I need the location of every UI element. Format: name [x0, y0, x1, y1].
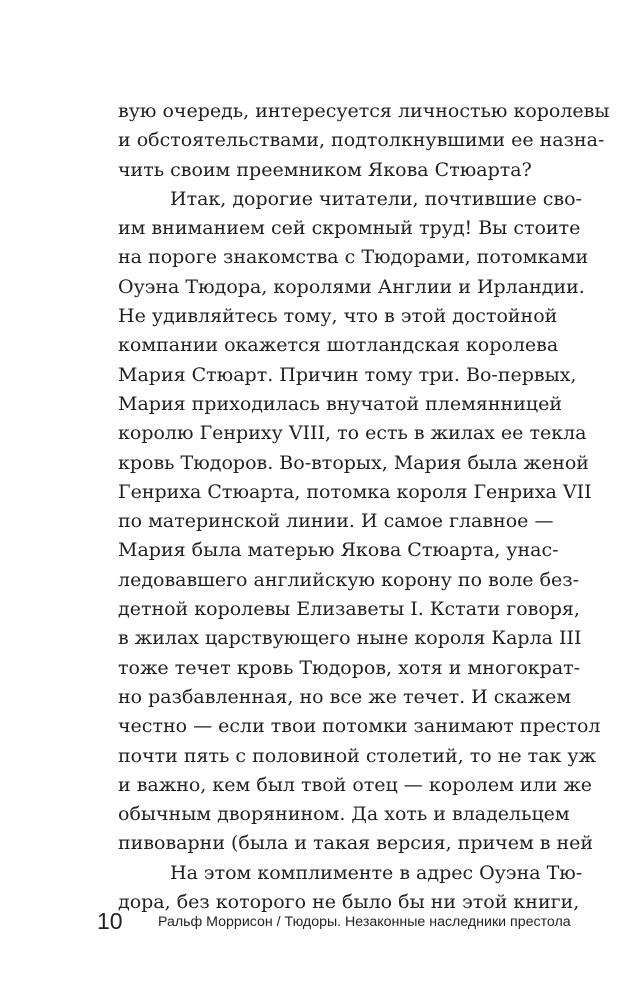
- text-line: честно — если твои потомки занимают престол: [118, 715, 601, 738]
- text-line: Мария приходилась внучатой племянницей: [118, 392, 563, 415]
- text-line: Оуэна Тюдора, королями Англии и Ирландии.: [118, 275, 585, 298]
- text-line: Генриха Стюарта, потомка короля Генриха VII: [118, 480, 592, 503]
- text-line: обычным дворянином. Да хоть и владельцем: [118, 803, 570, 826]
- text-line: но разбавленная, но все же течет. И скажем: [118, 685, 572, 708]
- paragraph: [118, 97, 610, 185]
- running-title: Ральф Моррисон / Тюдоры. Незаконные наследники престола: [158, 914, 571, 930]
- text-line: На этом комплименте в адрес Оуэна Тю-: [170, 861, 583, 884]
- text-line: Мария была матерью Якова Стюарта, унас-: [118, 539, 559, 562]
- text-line: Не удивляйтесь тому, что в этой достойной: [118, 305, 558, 328]
- text-line: тоже течет кровь Тюдоров, хотя и многократ-: [118, 656, 581, 679]
- text-line: Итак, дорогие читатели, почтившие сво-: [170, 187, 582, 210]
- text-line: дора, без которого не было бы ни этой книги,: [118, 891, 580, 914]
- text-line: в жилах царствующего ныне короля Карла III: [118, 627, 582, 650]
- text-line: по материнской линии. И самое главное —: [118, 510, 554, 533]
- paragraph: [118, 185, 601, 859]
- page-number: 10: [97, 908, 123, 934]
- text-line: Мария Стюарт. Причин тому три. Во-первых,: [118, 363, 577, 386]
- text-line: и обстоятельствами, подтолкнувшими ее назна-: [118, 129, 605, 152]
- text-line: им вниманием сей скромный труд! Вы стоите: [118, 217, 581, 240]
- text-line: чить своим преемником Якова Стюарта?: [118, 158, 532, 181]
- text-line: ледовавшего английскую корону по воле без-: [118, 568, 580, 591]
- body-text: [118, 97, 610, 917]
- page-footer: [0, 906, 644, 936]
- text-line: на пороге знакомства с Тюдорами, потомками: [118, 246, 589, 269]
- text-line: вую очередь, интересуется личностью королевы: [118, 100, 610, 122]
- text-line: королю Генриху VIII, то есть в жилах ее текла: [118, 422, 587, 445]
- text-line: кровь Тюдоров. Во-вторых, Мария была женой: [118, 451, 589, 474]
- text-line: и важно, кем был твой отец — королем или же: [118, 773, 593, 796]
- text-line: детной королевы Елизаветы I. Кстати говоря,: [118, 598, 580, 621]
- text-line: почти пять с половиной столетий, то не так уж: [118, 744, 597, 767]
- text-line: пивоварни (была и такая версия, причем в ней: [118, 832, 594, 855]
- text-line: компании окажется шотландская королева: [118, 334, 559, 357]
